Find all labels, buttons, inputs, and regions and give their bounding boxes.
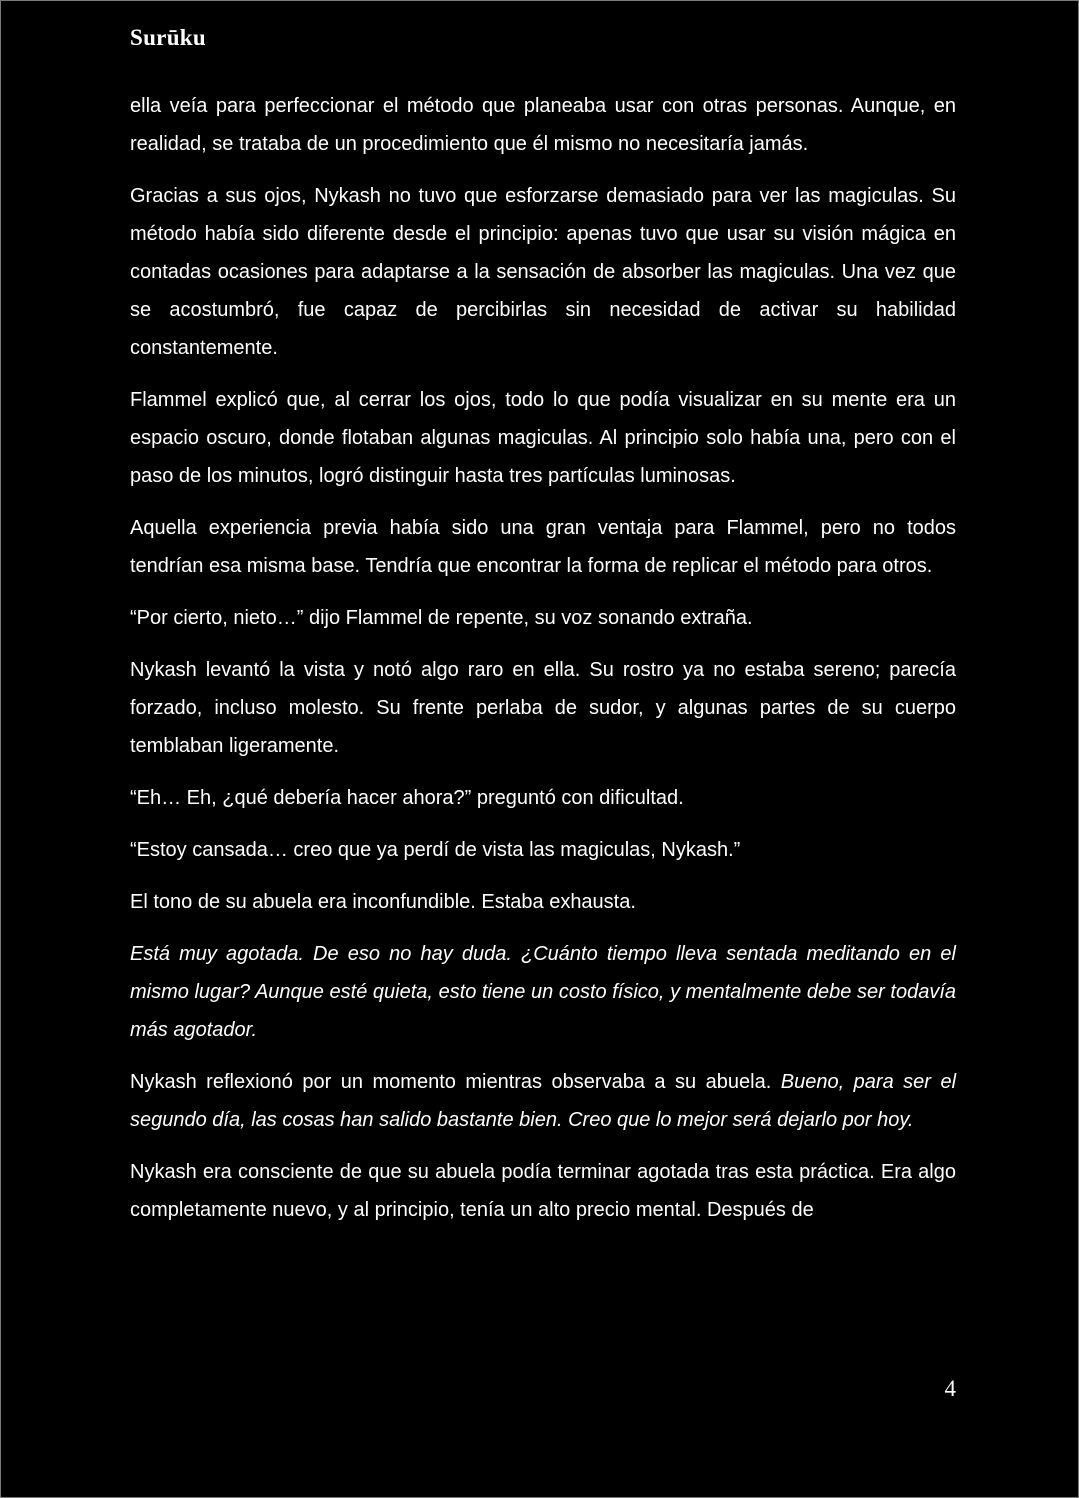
paragraph-8-dialogue: “Estoy cansada… creo que ya perdí de vista las magiculas, Nykash.”: [130, 839, 741, 861]
paragraph-11: [130, 1063, 956, 1139]
paragraph-4: Aquella experiencia previa había sido una gran ventaja para Flammel, pero no todos tendrían esa misma base. Tendría que encontrar la forma de replicar el método para otros.: [130, 517, 956, 577]
paragraph-11-thought: Bueno, para ser el segundo día, las cosas han salido bastante bien. Creo que lo mejor será dejarlo por hoy.: [130, 1071, 957, 1131]
paragraph-1: ella veía para perfeccionar el método que planeaba usar con otras personas. Aunque, en realidad, se trataba de un procedimiento que él mismo no necesitaría jamás.: [130, 95, 956, 155]
body-text: [130, 87, 956, 1243]
paragraph-9: El tono de su abuela era inconfundible. Estaba exhausta.: [130, 891, 636, 913]
running-header-title: Surūku: [130, 25, 206, 50]
paragraph-7-dialogue: “Eh… Eh, ¿qué debería hacer ahora?” preguntó con dificultad.: [130, 787, 684, 809]
paragraph-3: Flammel explicó que, al cerrar los ojos, todo lo que podía visualizar en su mente era un espacio oscuro, donde flotaban algunas magiculas. Al principio solo había una, pero con el paso de los minutos, logró distinguir hasta tres partículas luminosas.: [130, 389, 956, 487]
paragraph-10-thought: Está muy agotada. De eso no hay duda. ¿Cuánto tiempo lleva sentada meditando en el mismo lugar? Aunque esté quieta, esto tiene un costo físico, y mentalmente debe ser todavía más agotador.: [130, 943, 956, 1041]
paragraph-5-dialogue: “Por cierto, nieto…” dijo Flammel de repente, su voz sonando extraña.: [130, 607, 753, 629]
paragraph-11-narration: Nykash reflexionó por un momento mientras observaba a su abuela.: [130, 1071, 772, 1093]
paragraph-6: Nykash levantó la vista y notó algo raro en ella. Su rostro ya no estaba sereno; parecía forzado, incluso molesto. Su frente perlaba de sudor, y algunas partes de su cuerpo temblaban ligeramente.: [130, 659, 956, 757]
paragraph-2: Gracias a sus ojos, Nykash no tuvo que esforzarse demasiado para ver las magiculas. Su método había sido diferente desde el principio: apenas tuvo que usar su visión mágica en contadas ocasiones para adaptarse a la sensación de absorber las magiculas. Una vez que se acostumbró, fue capaz de percibirlas sin necesidad de activar su habilidad constantemente.: [130, 185, 956, 359]
page-number: 4: [944, 1376, 956, 1401]
paragraph-12: Nykash era consciente de que su abuela podía terminar agotada tras esta práctica. Era algo completamente nuevo, y al principio, tenía un alto precio mental. Después de: [130, 1161, 956, 1221]
